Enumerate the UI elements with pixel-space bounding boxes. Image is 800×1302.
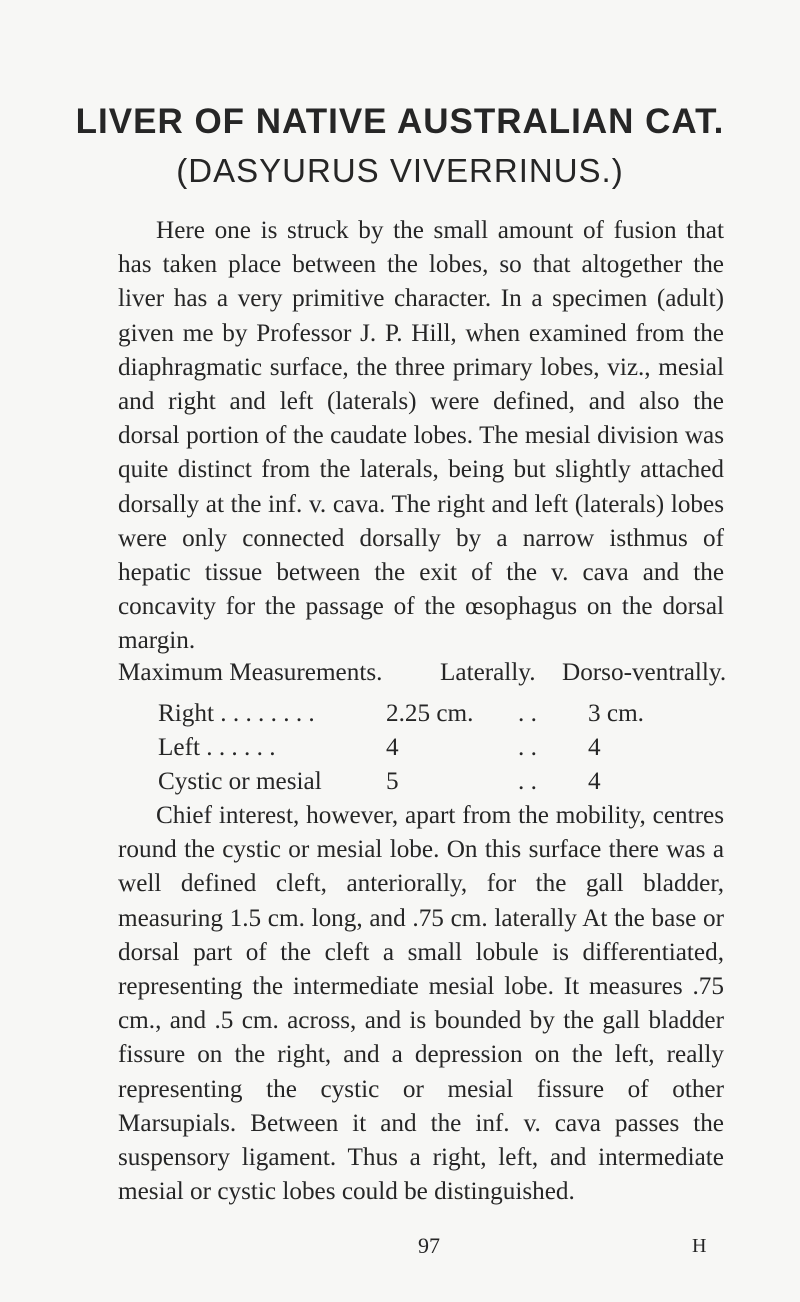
signature-mark: H: [692, 1235, 707, 1257]
row-label: Left . . . . . .: [158, 734, 276, 761]
row-label: Cystic or mesial: [158, 768, 322, 795]
lateral-value: 2.25 cm.: [386, 700, 474, 727]
lateral-value: 5: [386, 768, 399, 795]
page-subtitle: (DASYURUS VIVERRINUS.): [176, 152, 624, 189]
leader-dots: . .: [518, 734, 537, 761]
dorso-ventral-value: 3 cm.: [588, 700, 644, 727]
table-row: [158, 765, 668, 799]
measurements-heading: Maximum Measurements.: [118, 659, 383, 686]
column-header-dorso-ventral: Dorso-ventrally.: [562, 659, 727, 686]
lateral-value: 4: [386, 734, 399, 761]
dorso-ventral-value: 4: [588, 734, 601, 761]
page-number: 97: [418, 1233, 440, 1258]
row-label: Right . . . . . . . .: [158, 700, 315, 727]
measurements-header: [118, 659, 726, 693]
paragraph-cystic-lobe: Chief interest, however, apart from the mobility, centres round the cystic or mesial lobe. On this surface there was a well defined cleft, anteriorally, for the gall bladder, measuring 1.5 cm. long, and .75 cm. laterally At the base or dorsal part of the cleft a small lobule is differentiated, representing the intermediate mesial lobe. It measures .75 cm., and .5 cm. across, and is bounded by the gall bladder fissure on the right, and a depression on the left, really representing the cystic or mesial fissure of other Marsupials. Between it and the inf. v. cava passes the suspensory ligament. Thus a right, left, and intermediate mesial or cystic lobes could be distinguished.: [118, 802, 724, 1206]
measurements-table: [158, 697, 668, 799]
table-row: [158, 697, 668, 731]
leader-dots: . .: [518, 700, 537, 727]
leader-dots: . .: [518, 768, 537, 795]
paragraph-intro: Here one is struck by the small amount of fusion that has taken place between the lobes, so that altogether the liver has a very primitive character. In a specimen (adult) given me by Professor J. P. Hill, when examined from the diaphragmatic surface, the three primary lobes, viz., mesial and right and left (laterals) were defined, and also the dorsal portion of the caudate lobes. The mesial division was quite distinct from the laterals, being but slightly attached dorsally at the inf. v. cava. The right and left (laterals) lobes were only connected dorsally by a narrow isthmus of hepatic tissue between the exit of the v. cava and the concavity for the passage of the œsophagus on the dorsal margin.: [118, 217, 724, 655]
page-footer: [0, 1233, 800, 1263]
page-title: LIVER OF NATIVE AUSTRALIAN CAT.: [75, 102, 725, 141]
table-row: [158, 731, 668, 765]
dorso-ventral-value: 4: [588, 768, 601, 795]
column-header-lateral: Laterally.: [440, 659, 536, 686]
